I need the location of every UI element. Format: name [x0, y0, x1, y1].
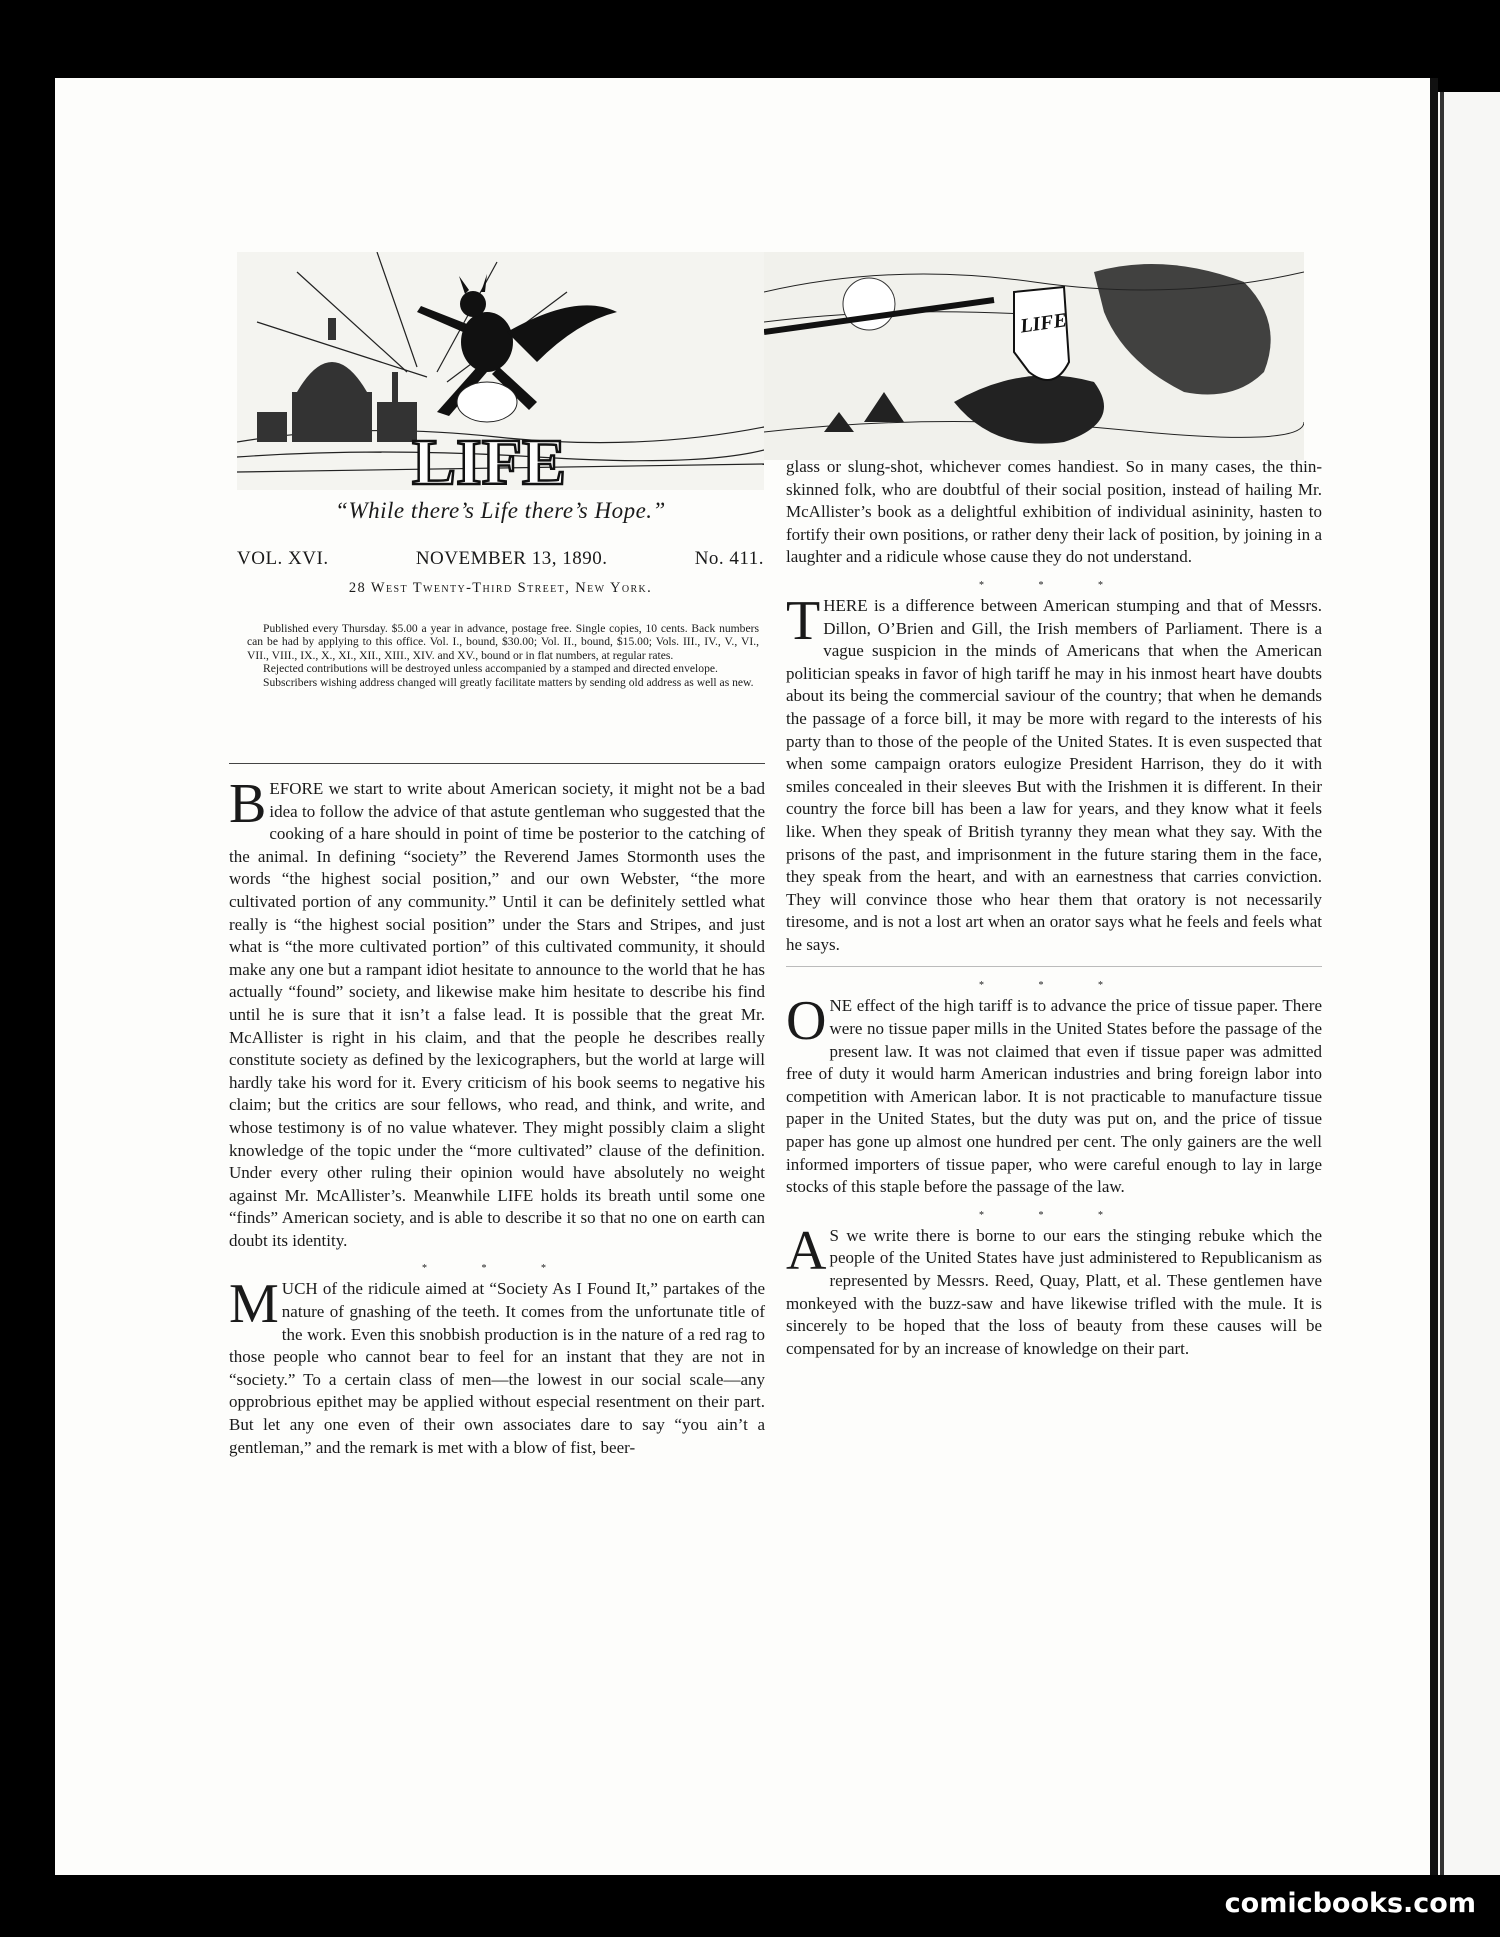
banner-illustration	[764, 252, 1304, 460]
section-separator: * * *	[979, 579, 1129, 591]
right-column	[786, 456, 1322, 1360]
masthead-illustration	[237, 252, 764, 490]
editorial-society: BEFORE we start to write about American society, it might not be a bad idea to follow the advice of that astute gentleman who suggested that the cooking of a hare should in point of time be posterior to the catching of the animal. In defining “society” the Reverend James Stormonth uses the words “the highest social position,” and our own Webster, “the more cultivated portion of any community.” Until it can be definitely settled what really is “the highest social position” under the Stars and Stripes, and just what is “the more cultivated portion” of this cultivated community, it should make any one but a rampant idiot hesitate to announce to the world that he has actually “found” society, and likewise make him hesitate to describe his find until he is sure that it isn’t a false lead. It is possible that the great Mr. McAllister is right in his claim, and that the people he describes really constitute society as defined by the lexicographers, but the world at large will hardly take his word for it. Every criticism of his book seems to negative his claim; but the critics are sour fellows, who read, and think, and write, and whose testimony is of no value whatever. They might possibly claim a slight knowledge of the topic under the “more cultivated” clause of the definition. Under every other ruling their opinion would have absolutely no weight against Mr. McAllister’s. Meanwhile LIFE holds its breath until some one “finds” American society, and is able to describe it so that no one on earth can doubt its identity.	[229, 773, 765, 1250]
editorial-ridicule: MUCH of the ridicule aimed at “Society As I Found It,” partakes of the nature of gnashing of the teeth. It comes from the unfortunate title of the work. Even this snobbish production is in the nature of a red rag to those people who cannot bear to feel for an instant that they are not in “society.” To a certain class of men—the lowest in our social scale—any opprobrious epithet may be applied without especial resentment on their part. But let any one even of their own associates dare to say “you ain’t a gentleman,” and the remark is met with a blow of fist, beer-	[229, 1273, 765, 1457]
masthead-motto: “While there’s Life there’s Hope.”	[335, 498, 666, 523]
editorial-tariff: ONE effect of the high tariff is to advance the price of tissue paper. There were no tissue paper mills in the United States before the passage of the present law. It was not claimed that even if tissue paper was admitted free of duty it would harm American industries and bring foreign labor into competition with American labor. It is not practicable to manufacture tissue paper in the United States, but the duty was put on, and the price of tissue paper has gone up almost one hundred per cent. The only gainers are the well informed importers of tissue paper, who were careful enough to lay in large stocks of this staple before the passage of the law.	[786, 990, 1322, 1197]
issue-number: No. 411.	[694, 548, 764, 569]
editorial-ridicule-continued: glass or slung-shot, whichever comes handiest. So in many cases, the thin-skinned folk, who are doubtful of their social position, instead of hailing Mr. McAllister’s book as a delightful exhibition of individual asininity, hasten to fortify their own positions, or rather deny their lack of position, by joining in a laughter and a ridicule whose cause they do not understand.	[786, 457, 1322, 567]
publication-notice	[247, 622, 759, 689]
column-divider	[786, 966, 1322, 967]
drop-cap: O	[786, 990, 827, 1053]
editorial-republicanism: A S we write there is borne to our ears the stinging rebuke which the people of the United States have just administered to Republicanism as represented by Messrs. Reed, Quay, Platt, et al. These gentlemen have monkeyed with the buzz-saw and have likewise trifled with the mule. It is sincerely to be hoped that the loss of beauty from these causes will be compensated for by an increase of knowledge on their part.	[786, 1219, 1322, 1358]
section-separator: * * *	[422, 1263, 572, 1275]
page-spine	[1430, 78, 1438, 1875]
shield-lettering: LIFE	[1018, 309, 1069, 338]
binding-line	[1440, 92, 1444, 1875]
left-column	[229, 773, 765, 1459]
volume-label: VOL. XVI.	[237, 548, 329, 569]
publisher-address: 28 West Twenty-Third Street, New York.	[348, 580, 653, 596]
editorial-stumping: THERE is a difference between American stumping and that of Messrs. Dillon, O’Brien and Gill, the Irish members of Parliament. There is a vague suspicion in the minds of Americans that when the American politician speaks in favor of high tariff he may in his inmost heart have doubts about its being the commercial saviour of the country; that when he demands the passage of a force bill, it may be more with regard to the interests of his party than to those of the people of the United States. It is even suspected that when some campaign orators eulogize President Harrison, they do it with smiles concealed in their sleeves But with the Irishmen it is different. In their country the force bill has been a law for years, and they know what it feels like. When they speak of British tyranny they mean what they say. With the prisons of the past, and imprisonment in the future staring them in the face, they speak from the heart, and with an earnestness that carries conviction. They will convince those who hear them that oratory is not necessarily tiresome, and is not a lost art when an orator says what he feels and feels what he says.	[786, 589, 1322, 954]
section-separator: * * *	[979, 980, 1129, 992]
drop-cap: M	[229, 1273, 279, 1336]
adjacent-page-edge	[1438, 92, 1500, 1875]
issue-info-row	[237, 548, 764, 570]
drop-cap: B	[229, 773, 267, 835]
section-rule	[229, 763, 765, 764]
notice-address-change: Subscribers wishing address changed will greatly facilitate matters by sending old address as well as new.	[263, 675, 754, 689]
issue-date: NOVEMBER 13, 1890.	[415, 548, 608, 569]
drop-cap: A	[786, 1219, 827, 1282]
notice-subscription: Published every Thursday. $5.00 a year in advance, postage free. Single copies, 10 cents. Back numbers can be had by applying to this office. Vol. I., bound, $30.00; Vol. II., bound, $15.00; Vols. III., IV., V., VI., VII., VIII., IX., X., XI., XII., XIII., XIV. and XV., bound or in flat numbers, at regular rates.	[247, 622, 759, 662]
notice-contributions: Rejected contributions will be destroyed unless accompanied by a stamped and directed envelope.	[263, 662, 718, 676]
site-watermark: comicbooks.com	[1224, 1888, 1476, 1919]
section-separator: * * *	[979, 1209, 1129, 1221]
life-logo: LIFE	[412, 426, 567, 490]
drop-cap: T	[786, 589, 821, 652]
